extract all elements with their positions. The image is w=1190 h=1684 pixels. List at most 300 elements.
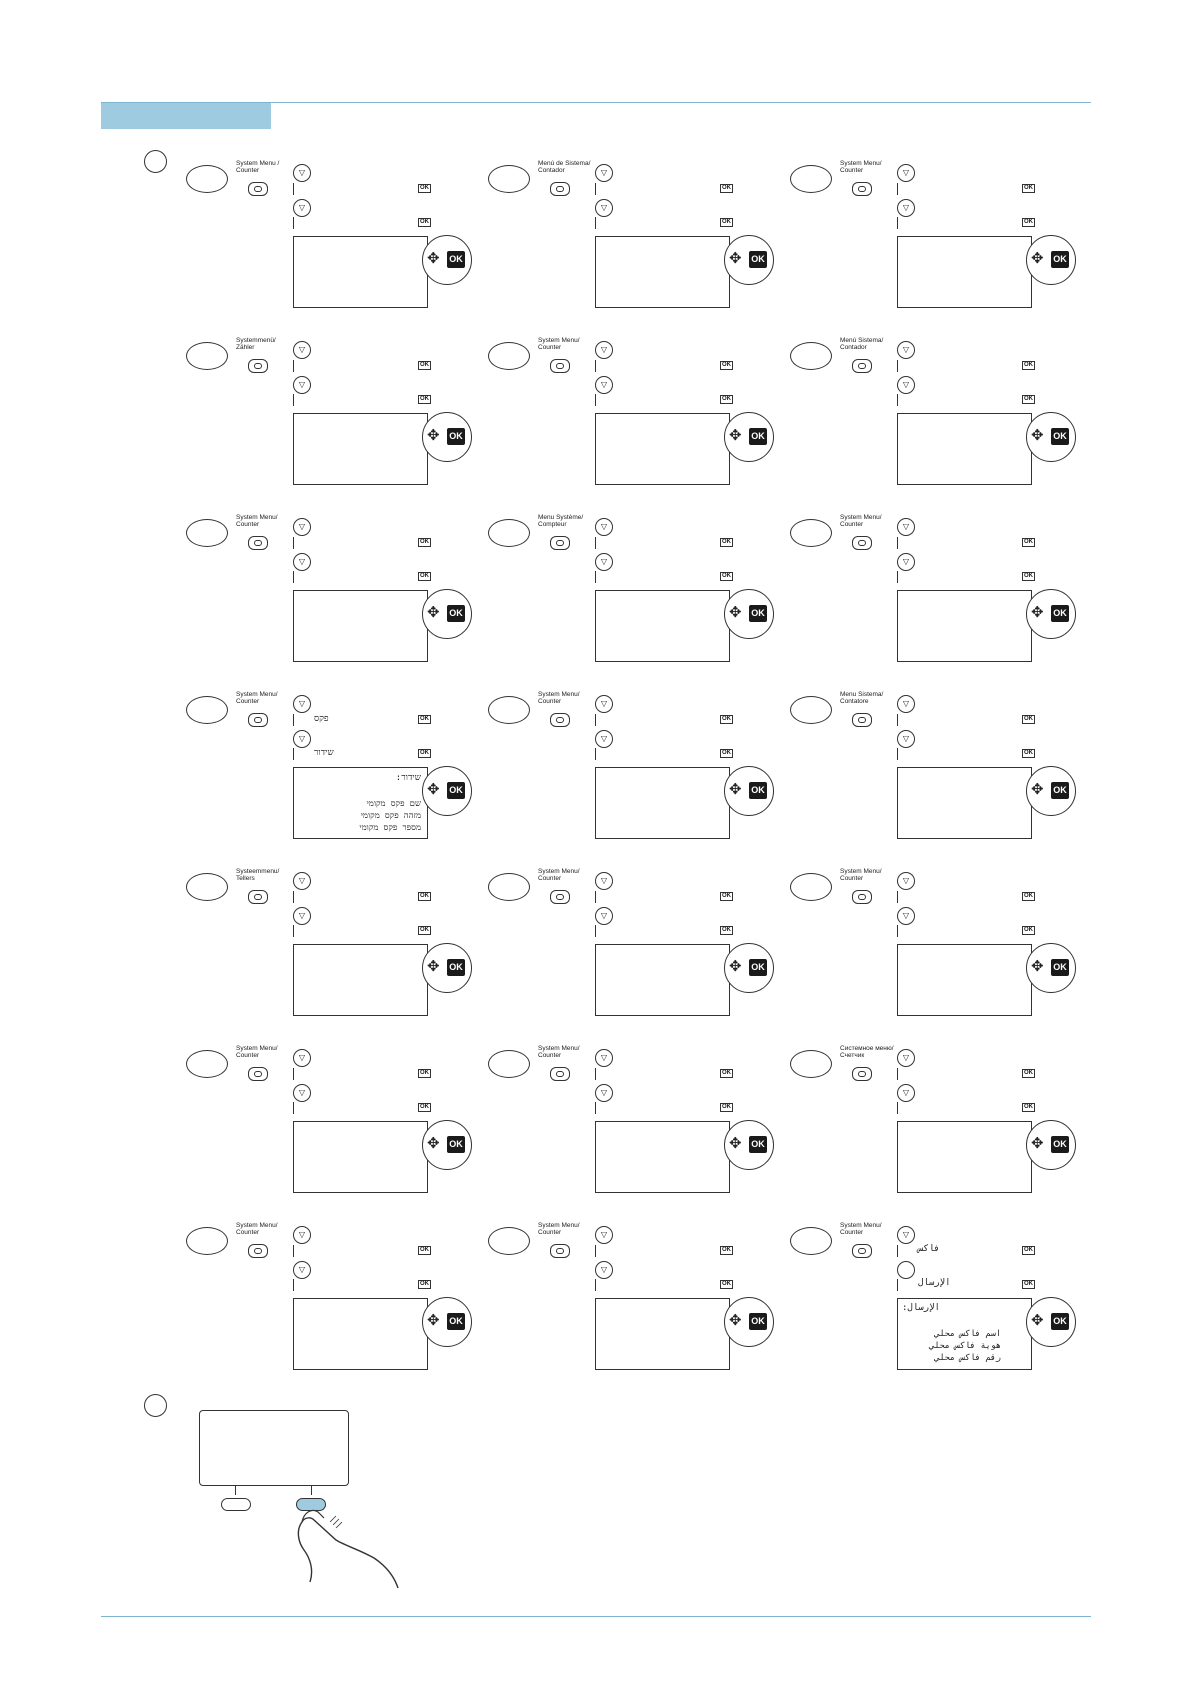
down-arrow-icon[interactable]: ▽: [293, 553, 311, 571]
ok-button[interactable]: OK: [749, 1313, 767, 1330]
navigation-pad[interactable]: [1026, 235, 1076, 285]
navigation-cross-icon: ✥: [1031, 250, 1044, 267]
ok-button[interactable]: OK: [1051, 251, 1069, 268]
down-arrow-icon[interactable]: ▽: [293, 518, 311, 536]
system-menu-label: System Menu/ Counter: [236, 514, 278, 528]
navigation-cross-icon: ✥: [1031, 604, 1044, 621]
navigation-pad[interactable]: [1026, 1120, 1076, 1170]
menu-line: [595, 748, 733, 760]
ok-button[interactable]: OK: [1051, 1313, 1069, 1330]
down-arrow-icon[interactable]: ▽: [897, 376, 915, 394]
language-panel-18: [790, 1040, 1090, 1215]
navigation-pad[interactable]: [1026, 943, 1076, 993]
language-panel-2: [488, 155, 788, 330]
down-arrow-icon[interactable]: ▽: [595, 1226, 613, 1244]
navigation-pad[interactable]: [1026, 1297, 1076, 1347]
menu-line: [897, 891, 1035, 903]
navigation-pad[interactable]: [1026, 766, 1076, 816]
lcd-screen: [595, 1121, 730, 1193]
ok-icon: OK: [1024, 539, 1033, 545]
menu-line: [293, 571, 431, 583]
system-menu-key[interactable]: [852, 182, 872, 196]
lcd-heading: שידור:: [395, 773, 421, 783]
menu-line: [293, 537, 431, 549]
ok-icon: OK: [1024, 927, 1033, 933]
ok-icon: OK: [722, 927, 731, 933]
system-menu-label: System Menu/ Counter: [840, 868, 882, 882]
menu-line: [293, 1102, 431, 1114]
ok-button[interactable]: OK: [749, 251, 767, 268]
down-arrow-icon[interactable]: ▽: [595, 164, 613, 182]
language-icon: [488, 342, 530, 370]
language-icon: [186, 1050, 228, 1078]
menu-line: [897, 183, 1035, 195]
down-arrow-icon[interactable]: ▽: [293, 695, 311, 713]
down-arrow-icon[interactable]: ▽: [595, 695, 613, 713]
language-icon: [790, 342, 832, 370]
lcd-screen: [293, 1298, 428, 1370]
language-icon: [790, 519, 832, 547]
ok-icon: OK: [420, 716, 429, 722]
navigation-pad[interactable]: [724, 235, 774, 285]
navigation-pad[interactable]: [1026, 589, 1076, 639]
menu-line: [897, 1279, 1035, 1291]
down-arrow-icon[interactable]: ▽: [293, 1226, 311, 1244]
lcd-screen: [897, 236, 1032, 308]
navigation-pad[interactable]: [724, 1297, 774, 1347]
menu-item-transmission: الإرسال: [918, 1278, 951, 1288]
navigation-cross-icon: ✥: [729, 604, 742, 621]
language-panel-16: [186, 1040, 486, 1215]
system-menu-label: System Menu / Counter: [236, 160, 280, 174]
navigation-pad[interactable]: [724, 1120, 774, 1170]
navigation-cross-icon: ✥: [427, 427, 440, 444]
language-panel-11: [488, 686, 788, 861]
lcd-screen: [293, 236, 428, 308]
menu-line: [595, 571, 733, 583]
menu-line: [595, 1068, 733, 1080]
ok-button[interactable]: OK: [1051, 1136, 1069, 1153]
language-icon: [488, 873, 530, 901]
ok-icon: OK: [420, 362, 429, 368]
ok-button[interactable]: OK: [1051, 605, 1069, 622]
down-arrow-icon[interactable]: ▽: [897, 695, 915, 713]
lcd-screen: [897, 767, 1032, 839]
ok-icon: OK: [722, 1247, 731, 1253]
system-menu-label: System Menu/ Counter: [538, 1045, 580, 1059]
menu-line: [897, 748, 1035, 760]
language-icon: [186, 165, 228, 193]
final-display: [199, 1410, 349, 1486]
system-menu-label: System Menu/ Counter: [538, 868, 580, 882]
navigation-pad[interactable]: [724, 766, 774, 816]
down-arrow-icon[interactable]: ▽: [293, 199, 311, 217]
navigation-pad[interactable]: [422, 589, 472, 639]
system-menu-label: System Menu/ Counter: [840, 160, 882, 174]
navigation-cross-icon: ✥: [729, 427, 742, 444]
system-menu-key[interactable]: [550, 536, 570, 550]
menu-line: [293, 1279, 431, 1291]
ok-icon: OK: [420, 893, 429, 899]
menu-line: [897, 360, 1035, 372]
ok-icon: OK: [420, 185, 429, 191]
ok-button[interactable]: OK: [447, 1136, 465, 1153]
lcd-heading: الإرسال:: [902, 1303, 940, 1313]
lcd-option[interactable]: שם פקס מקומי: [366, 799, 421, 809]
language-panel-19: [186, 1217, 486, 1392]
ok-icon: OK: [722, 573, 731, 579]
menu-line: [897, 537, 1035, 549]
system-menu-key[interactable]: [852, 1067, 872, 1081]
footer-rule: [101, 1616, 1091, 1617]
menu-item-fax: فاكس: [918, 1244, 940, 1254]
step-marker-2: [144, 1394, 167, 1417]
ok-icon: OK: [1024, 362, 1033, 368]
ok-icon: OK: [722, 750, 731, 756]
ok-button[interactable]: OK: [447, 782, 465, 799]
lcd-option[interactable]: اسم فاكس محلي: [934, 1329, 1001, 1339]
down-arrow-icon[interactable]: ▽: [595, 199, 613, 217]
down-arrow-icon[interactable]: ▽: [293, 1049, 311, 1067]
ok-icon: OK: [1024, 1281, 1033, 1287]
language-panel-12: [790, 686, 1090, 861]
menu-line: [293, 394, 431, 406]
down-arrow-icon[interactable]: ▽: [293, 164, 311, 182]
ok-icon: OK: [722, 1281, 731, 1287]
ok-icon: OK: [722, 1070, 731, 1076]
down-arrow-icon[interactable]: ▽: [293, 376, 311, 394]
ok-button[interactable]: OK: [447, 605, 465, 622]
down-arrow-icon[interactable]: ▽: [293, 341, 311, 359]
navigation-cross-icon: ✥: [427, 781, 440, 798]
language-panel-hebrew: [186, 686, 486, 861]
down-arrow-icon[interactable]: ▽: [897, 730, 915, 748]
system-menu-key[interactable]: [248, 1244, 268, 1258]
menu-line: [293, 1245, 431, 1257]
menu-line: [293, 1068, 431, 1080]
language-panel-5: [488, 332, 788, 507]
system-menu-key[interactable]: [852, 713, 872, 727]
language-panel-4: [186, 332, 486, 507]
language-icon: [488, 1227, 530, 1255]
navigation-pad[interactable]: [724, 943, 774, 993]
ok-button[interactable]: OK: [749, 959, 767, 976]
ok-icon: OK: [1024, 219, 1033, 225]
menu-line: [897, 217, 1035, 229]
down-arrow-icon[interactable]: ▽: [595, 872, 613, 890]
down-arrow-icon[interactable]: ▽: [897, 199, 915, 217]
language-panel-1: [186, 155, 486, 330]
system-menu-key[interactable]: [248, 359, 268, 373]
down-arrow-icon[interactable]: ▽: [897, 553, 915, 571]
ok-button[interactable]: OK: [447, 428, 465, 445]
navigation-cross-icon: ✥: [729, 958, 742, 975]
language-panel-17: [488, 1040, 788, 1215]
lcd-option[interactable]: מזהה פקס מקומי: [360, 811, 421, 821]
language-icon: [186, 696, 228, 724]
menu-line: [293, 360, 431, 372]
system-menu-label: Menu Système/ Compteur: [538, 514, 584, 528]
menu-line: [293, 217, 431, 229]
system-menu-label: Системное меню/ Счетчик: [840, 1045, 894, 1059]
language-icon: [186, 1227, 228, 1255]
language-panel-arabic: [790, 1217, 1090, 1392]
navigation-cross-icon: ✥: [1031, 1312, 1044, 1329]
language-icon: [186, 342, 228, 370]
down-arrow-icon[interactable]: ▽: [595, 1049, 613, 1067]
ok-icon: OK: [722, 219, 731, 225]
down-arrow-icon[interactable]: ▽: [595, 1261, 613, 1279]
ok-icon: OK: [1024, 396, 1033, 402]
down-arrow-icon[interactable]: ▽: [293, 1084, 311, 1102]
lcd-screen: [293, 413, 428, 485]
menu-line: [595, 217, 733, 229]
language-icon: [488, 696, 530, 724]
language-panel-9: [790, 509, 1090, 684]
navigation-cross-icon: ✥: [427, 958, 440, 975]
down-arrow-icon[interactable]: ▽: [595, 907, 613, 925]
menu-line: [293, 925, 431, 937]
header-tab: [101, 103, 271, 129]
down-arrow-icon[interactable]: ▽: [897, 1049, 915, 1067]
ok-button[interactable]: OK: [749, 1136, 767, 1153]
lcd-screen: [897, 1121, 1032, 1193]
system-menu-label: Systeemmenu/ Tellers: [236, 868, 280, 882]
down-arrow-icon[interactable]: ▽: [595, 376, 613, 394]
system-menu-key[interactable]: [852, 359, 872, 373]
lcd-option[interactable]: מספר פקס מקומי: [359, 823, 421, 833]
lcd-screen: [897, 1298, 1032, 1370]
ok-icon: OK: [420, 219, 429, 225]
language-panel-13: [186, 863, 486, 1038]
down-arrow-icon[interactable]: ▽: [595, 518, 613, 536]
language-panel-20: [488, 1217, 788, 1392]
system-menu-key[interactable]: [852, 1244, 872, 1258]
system-menu-key[interactable]: [248, 536, 268, 550]
ok-icon: OK: [420, 927, 429, 933]
navigation-cross-icon: ✥: [729, 781, 742, 798]
language-icon: [790, 165, 832, 193]
navigation-cross-icon: ✥: [729, 1312, 742, 1329]
down-arrow-icon[interactable]: ▽: [897, 164, 915, 182]
down-arrow-icon[interactable]: ▽: [595, 1084, 613, 1102]
system-menu-key[interactable]: [248, 890, 268, 904]
system-menu-label: Menú de Sistema/ Contador: [538, 160, 591, 174]
system-menu-label: System Menu/ Counter: [236, 1045, 278, 1059]
menu-line: [595, 925, 733, 937]
menu-line: [897, 571, 1035, 583]
menu-line: [595, 1279, 733, 1291]
system-menu-key[interactable]: [550, 1244, 570, 1258]
navigation-cross-icon: ✥: [729, 250, 742, 267]
system-menu-key[interactable]: [550, 713, 570, 727]
ok-button[interactable]: OK: [447, 251, 465, 268]
menu-item-transmission: שידור: [314, 748, 334, 758]
ok-icon: OK: [722, 396, 731, 402]
down-arrow-icon[interactable]: ▽: [897, 1084, 915, 1102]
menu-line: [293, 748, 431, 760]
navigation-pad[interactable]: [422, 943, 472, 993]
down-arrow-icon[interactable]: ▽: [897, 907, 915, 925]
menu-line: [595, 183, 733, 195]
navigation-cross-icon: ✥: [1031, 958, 1044, 975]
ok-icon: OK: [1024, 1104, 1033, 1110]
lcd-screen: [897, 590, 1032, 662]
lcd-screen: [293, 767, 428, 839]
system-menu-key[interactable]: [852, 890, 872, 904]
navigation-cross-icon: ✥: [1031, 427, 1044, 444]
menu-line: [897, 925, 1035, 937]
system-menu-key[interactable]: [248, 1067, 268, 1081]
navigation-cross-icon: ✥: [1031, 1135, 1044, 1152]
menu-line: [595, 891, 733, 903]
system-menu-label: System Menu/ Counter: [236, 1222, 278, 1236]
lcd-screen: [293, 1121, 428, 1193]
lcd-option[interactable]: رقم فاكس محلي: [934, 1353, 1001, 1363]
navigation-pad[interactable]: [422, 1120, 472, 1170]
language-icon: [186, 519, 228, 547]
menu-line: [293, 714, 431, 726]
menu-line: [595, 537, 733, 549]
lcd-screen: [595, 1298, 730, 1370]
ok-icon: OK: [722, 539, 731, 545]
language-icon: [790, 873, 832, 901]
system-menu-label: System Menu/ Counter: [538, 337, 580, 351]
ok-icon: OK: [420, 1070, 429, 1076]
navigation-cross-icon: ✥: [427, 250, 440, 267]
language-panel-3: [790, 155, 1090, 330]
ok-icon: OK: [420, 1281, 429, 1287]
down-arrow-icon[interactable]: ▽: [595, 341, 613, 359]
system-menu-label: Menu Sistema/ Contatore: [840, 691, 884, 705]
system-menu-key[interactable]: [248, 182, 268, 196]
ok-icon: OK: [1024, 1247, 1033, 1253]
language-panel-7: [186, 509, 486, 684]
ok-icon: OK: [1024, 1070, 1033, 1076]
system-menu-key[interactable]: [550, 1067, 570, 1081]
navigation-cross-icon: ✥: [427, 604, 440, 621]
pressing-hand-icon: [290, 1500, 420, 1590]
down-arrow-icon[interactable]: ▽: [897, 518, 915, 536]
menu-line: [595, 1245, 733, 1257]
ok-button[interactable]: OK: [749, 782, 767, 799]
navigation-cross-icon: ✥: [427, 1135, 440, 1152]
down-arrow-icon[interactable]: ▽: [897, 341, 915, 359]
ok-icon: OK: [420, 750, 429, 756]
system-menu-key[interactable]: [852, 536, 872, 550]
language-panel-8: [488, 509, 788, 684]
down-arrow-icon[interactable]: ▽: [293, 730, 311, 748]
lcd-screen: [293, 944, 428, 1016]
ok-button[interactable]: OK: [1051, 959, 1069, 976]
language-icon: [488, 165, 530, 193]
menu-line: [897, 394, 1035, 406]
down-arrow-icon[interactable]: ▽: [293, 872, 311, 890]
tick-mark: [311, 1485, 312, 1495]
navigation-pad[interactable]: [422, 412, 472, 462]
ok-button[interactable]: OK: [749, 428, 767, 445]
navigation-pad[interactable]: [422, 235, 472, 285]
lcd-screen: [897, 413, 1032, 485]
ok-icon: OK: [1024, 185, 1033, 191]
down-arrow-icon[interactable]: ▽: [595, 730, 613, 748]
down-arrow-icon[interactable]: ▽: [897, 872, 915, 890]
lcd-screen: [595, 767, 730, 839]
language-panel-15: [790, 863, 1090, 1038]
lcd-screen: [293, 590, 428, 662]
language-icon: [790, 1050, 832, 1078]
menu-line: [897, 1068, 1035, 1080]
ok-button[interactable]: OK: [749, 605, 767, 622]
lcd-option[interactable]: هوية فاكس محلي: [929, 1341, 1001, 1351]
navigation-pad[interactable]: [724, 412, 774, 462]
menu-line: [595, 394, 733, 406]
language-icon: [488, 519, 530, 547]
ok-icon: OK: [420, 1104, 429, 1110]
system-menu-label: Systemmenü/ Zähler: [236, 337, 276, 351]
ok-button[interactable]: OK: [447, 1313, 465, 1330]
navigation-pad[interactable]: [724, 589, 774, 639]
step-circle-icon: [897, 1261, 915, 1279]
system-menu-key[interactable]: [550, 359, 570, 373]
menu-line: [595, 1102, 733, 1114]
system-menu-label: Menú Sistema/ Contador: [840, 337, 884, 351]
menu-line: [293, 183, 431, 195]
menu-line: [595, 360, 733, 372]
navigation-pad[interactable]: [422, 766, 472, 816]
ok-button[interactable]: OK: [1051, 782, 1069, 799]
lcd-screen: [595, 413, 730, 485]
language-panel-6: [790, 332, 1090, 507]
system-menu-key[interactable]: [550, 890, 570, 904]
navigation-pad[interactable]: [1026, 412, 1076, 462]
language-icon: [790, 696, 832, 724]
left-soft-key[interactable]: [221, 1498, 251, 1511]
navigation-pad[interactable]: [422, 1297, 472, 1347]
system-menu-label: System Menu/ Counter: [236, 691, 278, 705]
step-marker-1: [144, 150, 167, 173]
ok-button[interactable]: OK: [1051, 428, 1069, 445]
lcd-screen: [595, 236, 730, 308]
menu-line: [897, 1245, 1035, 1257]
down-arrow-icon[interactable]: ▽: [293, 1261, 311, 1279]
down-arrow-icon[interactable]: ▽: [897, 1226, 915, 1244]
lcd-screen: [595, 944, 730, 1016]
ok-icon: OK: [1024, 750, 1033, 756]
ok-button[interactable]: OK: [447, 959, 465, 976]
menu-line: [595, 714, 733, 726]
menu-item-fax: פקס: [314, 714, 329, 724]
down-arrow-icon[interactable]: ▽: [293, 907, 311, 925]
system-menu-label: System Menu/ Counter: [840, 514, 882, 528]
language-icon: [488, 1050, 530, 1078]
language-icon: [186, 873, 228, 901]
system-menu-key[interactable]: [248, 713, 268, 727]
ok-icon: OK: [420, 396, 429, 402]
down-arrow-icon[interactable]: ▽: [595, 553, 613, 571]
lcd-screen: [897, 944, 1032, 1016]
system-menu-label: System Menu/ Counter: [538, 1222, 580, 1236]
system-menu-key[interactable]: [550, 182, 570, 196]
ok-icon: OK: [722, 362, 731, 368]
ok-icon: OK: [420, 539, 429, 545]
menu-line: [897, 1102, 1035, 1114]
language-icon: [790, 1227, 832, 1255]
ok-icon: OK: [722, 893, 731, 899]
menu-line: [293, 891, 431, 903]
ok-icon: OK: [722, 716, 731, 722]
navigation-cross-icon: ✥: [729, 1135, 742, 1152]
